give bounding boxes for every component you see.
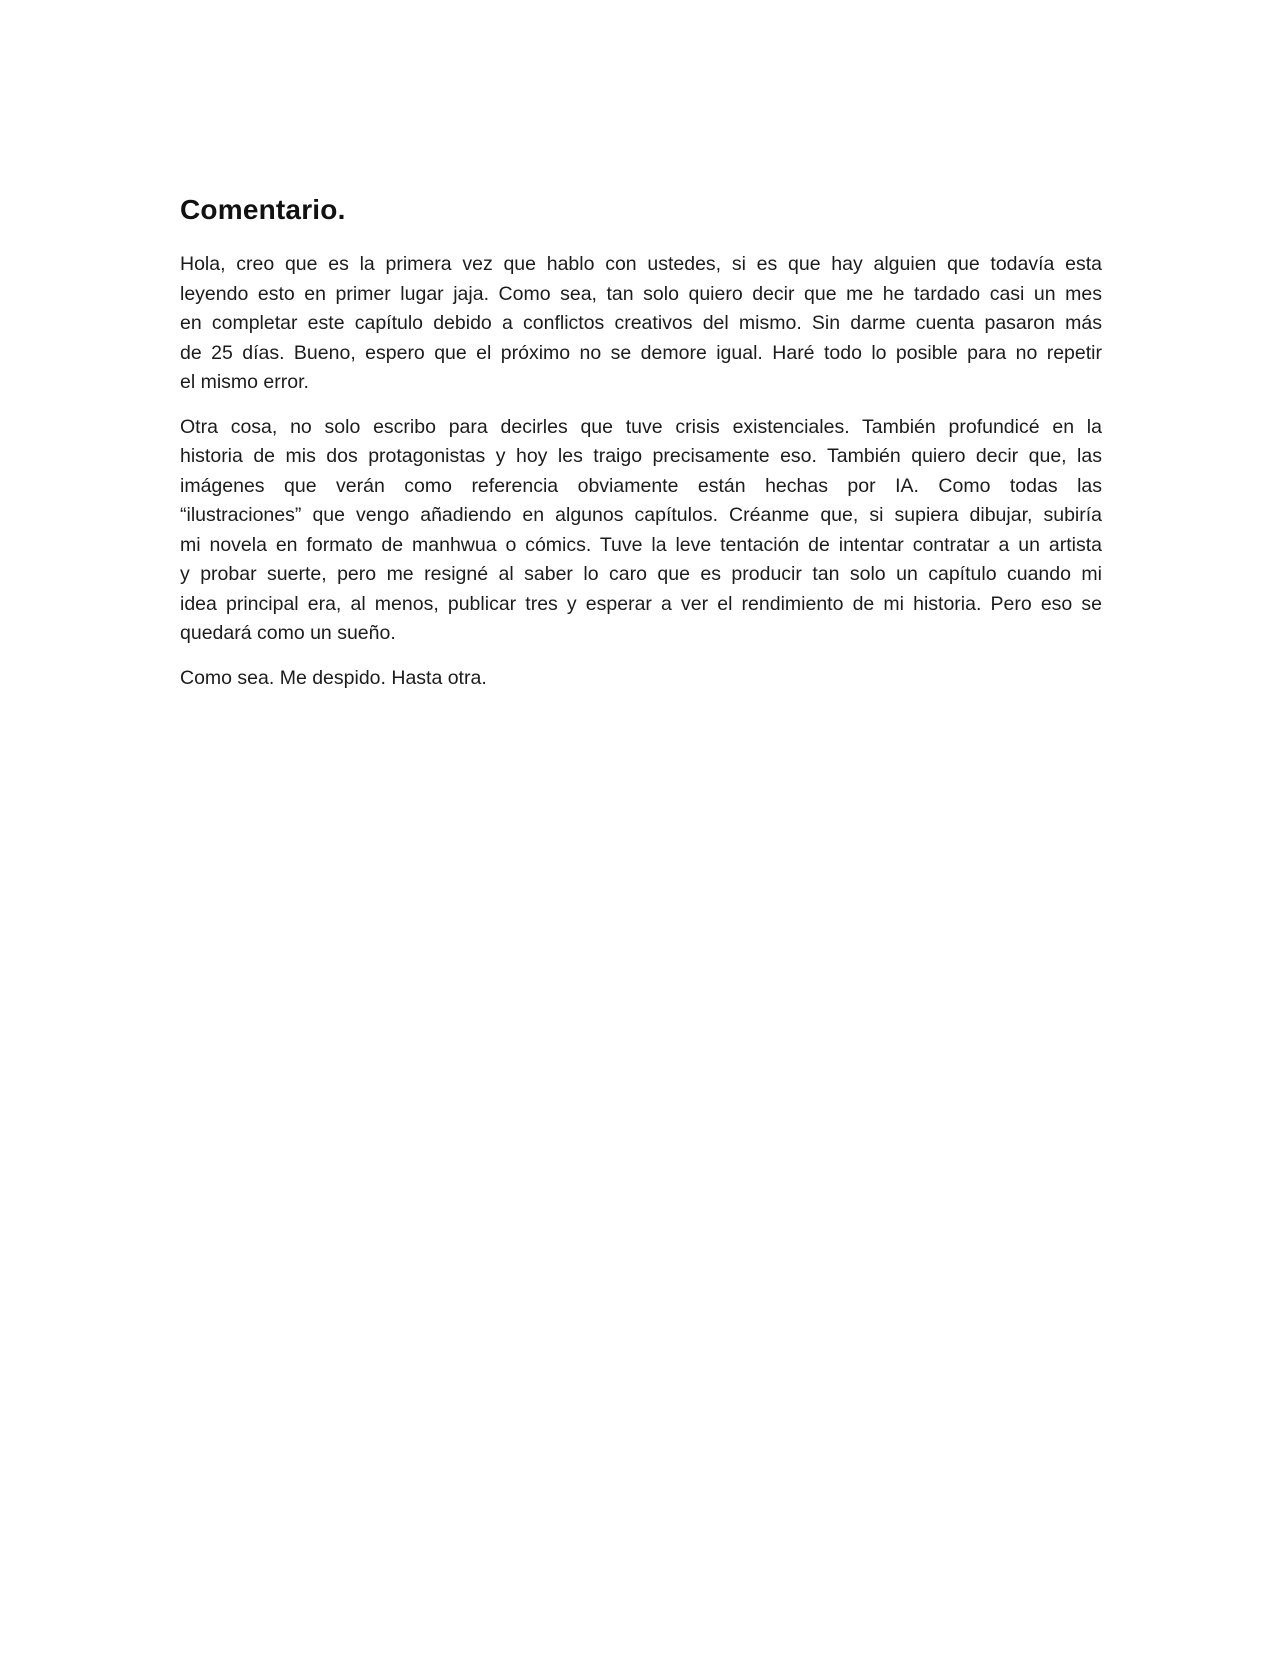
text-line: mi novela en formato de manhwua o cómics. Tuve la leve tentación de intentar contratar a un artista [180, 533, 1102, 556]
text-line: leyendo esto en primer lugar jaja. Como sea, tan solo quiero decir que me he tardado casi un mes [180, 282, 1102, 305]
text-line: idea principal era, al menos, publicar tres y esperar a ver el rendimiento de mi historia. Pero eso se [180, 592, 1102, 615]
document-content [180, 194, 1102, 708]
text-line: “ilustraciones” que vengo añadiendo en algunos capítulos. Créanme que, si supiera dibujar, subiría [180, 504, 1102, 526]
paragraph [180, 250, 1102, 398]
paragraph [180, 664, 1102, 694]
text-line: historia de mis dos protagonistas y hoy les traigo precisamente eso. También quiero decir que, las [180, 445, 1102, 467]
text-line: y probar suerte, pero me resigné al saber lo caro que es producir tan solo un capítulo cuando mi [180, 563, 1102, 585]
text-line: Otra cosa, no solo escribo para decirles que tuve crisis existenciales. También profundicé en la [180, 415, 1102, 438]
text-line: Hola, creo que es la primera vez que hablo con ustedes, si es que hay alguien que todavía esta [180, 253, 1102, 275]
text-line: imágenes que verán como referencia obviamente están hechas por IA. Como todas las [180, 474, 1102, 497]
text-line: el mismo error. [180, 371, 309, 393]
paragraph-list [180, 250, 1102, 693]
text-line: de 25 días. Bueno, espero que el próximo no se demore igual. Haré todo lo posible para no repetir [180, 341, 1102, 364]
text-line: en completar este capítulo debido a conflictos creativos del mismo. Sin darme cuenta pasaron más [180, 312, 1102, 334]
text-line: Como sea. Me despido. Hasta otra. [180, 666, 487, 689]
comment-heading: Comentario. [180, 194, 346, 225]
paragraph [180, 413, 1102, 649]
text-line: quedará como un sueño. [180, 622, 396, 644]
